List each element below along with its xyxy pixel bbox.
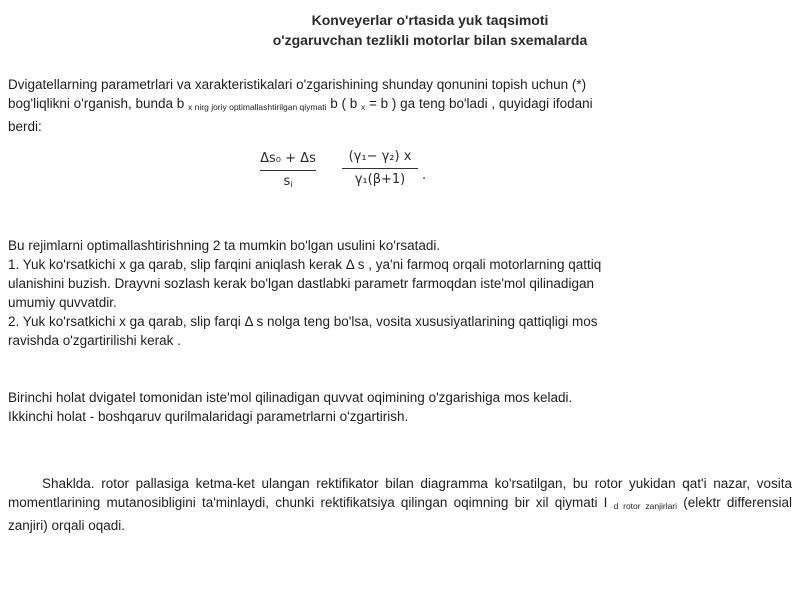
- paragraph-1: [8, 75, 792, 136]
- formula-right-denominator: γ₁(β+1): [354, 172, 406, 187]
- subscript-joriy-qiymat: x nirg joriy optimallashtirilgan qiymati: [188, 102, 327, 112]
- paragraph-2-line-2: 1. Yuk ko'rsatkichi x ga qarab, slip farqini aniqlash kerak Δ s , ya'ni farmoq orqali motorlarning qattiq: [8, 257, 602, 272]
- paragraph-2: [8, 236, 792, 350]
- paragraph-1-line-2-text-b: b ( b: [330, 96, 358, 111]
- subscript-x: x: [361, 102, 366, 112]
- paragraph-4-text-3b: (elektr differensial zanjiri) orqali oqadi.: [8, 495, 792, 533]
- paragraph-4-text-1: Shaklda. rotor pallasiga ketma-ket ulangan rektifikator bilan diagramma ko'rsatilgan, bu rotor: [42, 476, 623, 491]
- formula-right-numerator: (γ₁− γ₂) x: [348, 149, 412, 164]
- paragraph-2-line-1: Bu rejimlarni optimallashtirishning 2 ta mumkin bo'lgan usulini ko'rsatadi.: [8, 238, 441, 253]
- title-line-1: Konveyerlar o'rtasida yuk taqsimoti: [311, 12, 549, 28]
- paragraph-2-line-3: ulanishini buzish. Drayvni sozlash kerak bo'lgan dastlabki parametr farmoqdan iste'mol qilinadigan: [8, 276, 594, 291]
- formula: [260, 146, 460, 206]
- paragraph-1-line-2: [8, 94, 792, 117]
- paragraph-1-line-3: berdi:: [8, 119, 42, 134]
- paragraph-4-text-3a: oqimning bir xil qiymati I: [453, 495, 608, 510]
- paragraph-4-text-2: yukidan qat'i nazar, vosita momentlarining mutanosibligini ta'minlaydi, chunki rektifikatsiya qilingan: [8, 476, 792, 510]
- document-title: [0, 10, 800, 50]
- paragraph-3-line-1: Birinchi holat dvigatel tomonidan iste'mol qilinadigan quvvat oqimining o'zgarishiga mos keladi.: [8, 390, 573, 405]
- subscript-rotor-zanjirlari: d rotor zanjirlari: [613, 501, 678, 511]
- paragraph-3-line-2: Ikkinchi holat - boshqaruv qurilmalaridagi parametrlarni o'zgartirish.: [8, 409, 409, 424]
- formula-left-bar: [260, 170, 316, 171]
- formula-left-denominator-wrap: [260, 173, 316, 191]
- formula-left-fraction: [260, 150, 316, 191]
- formula-left-denominator: s: [283, 174, 291, 189]
- formula-left-denominator-sub: i: [290, 180, 293, 189]
- paragraph-2-line-5: 2. Yuk ko'rsatkichi x ga qarab, slip farqi Δ s nolga teng bo'lsa, vosita xususiyatlarining qattiqligi mos: [8, 314, 598, 329]
- title-line-2: o'zgaruvchan tezlikli motorlar bilan sxemalarda: [272, 32, 588, 48]
- paragraph-4: [8, 474, 792, 535]
- paragraph-2-line-4: umumiy quvvatdir.: [8, 295, 117, 310]
- paragraph-1-line-2-text-a: bog'liqlikni o'rganish, bunda b: [8, 96, 185, 111]
- paragraph-1-line-1: Dvigatellarning parametrlari va xarakteristikalari o'zgarishining shunday qonunini topish uchun (*): [8, 77, 587, 92]
- paragraph-2-line-6: ravishda o'zgartirilishi kerak .: [8, 333, 181, 348]
- paragraph-1-line-2-text-c: = b ) ga teng bo'ladi , quyidagi ifodani: [369, 96, 593, 111]
- formula-right-bar: [342, 168, 418, 169]
- formula-right-fraction: [342, 148, 418, 189]
- formula-trailing-dot: .: [422, 168, 427, 183]
- formula-left-numerator: Δs₀ + Δs: [260, 151, 316, 166]
- paragraph-3: [8, 388, 792, 426]
